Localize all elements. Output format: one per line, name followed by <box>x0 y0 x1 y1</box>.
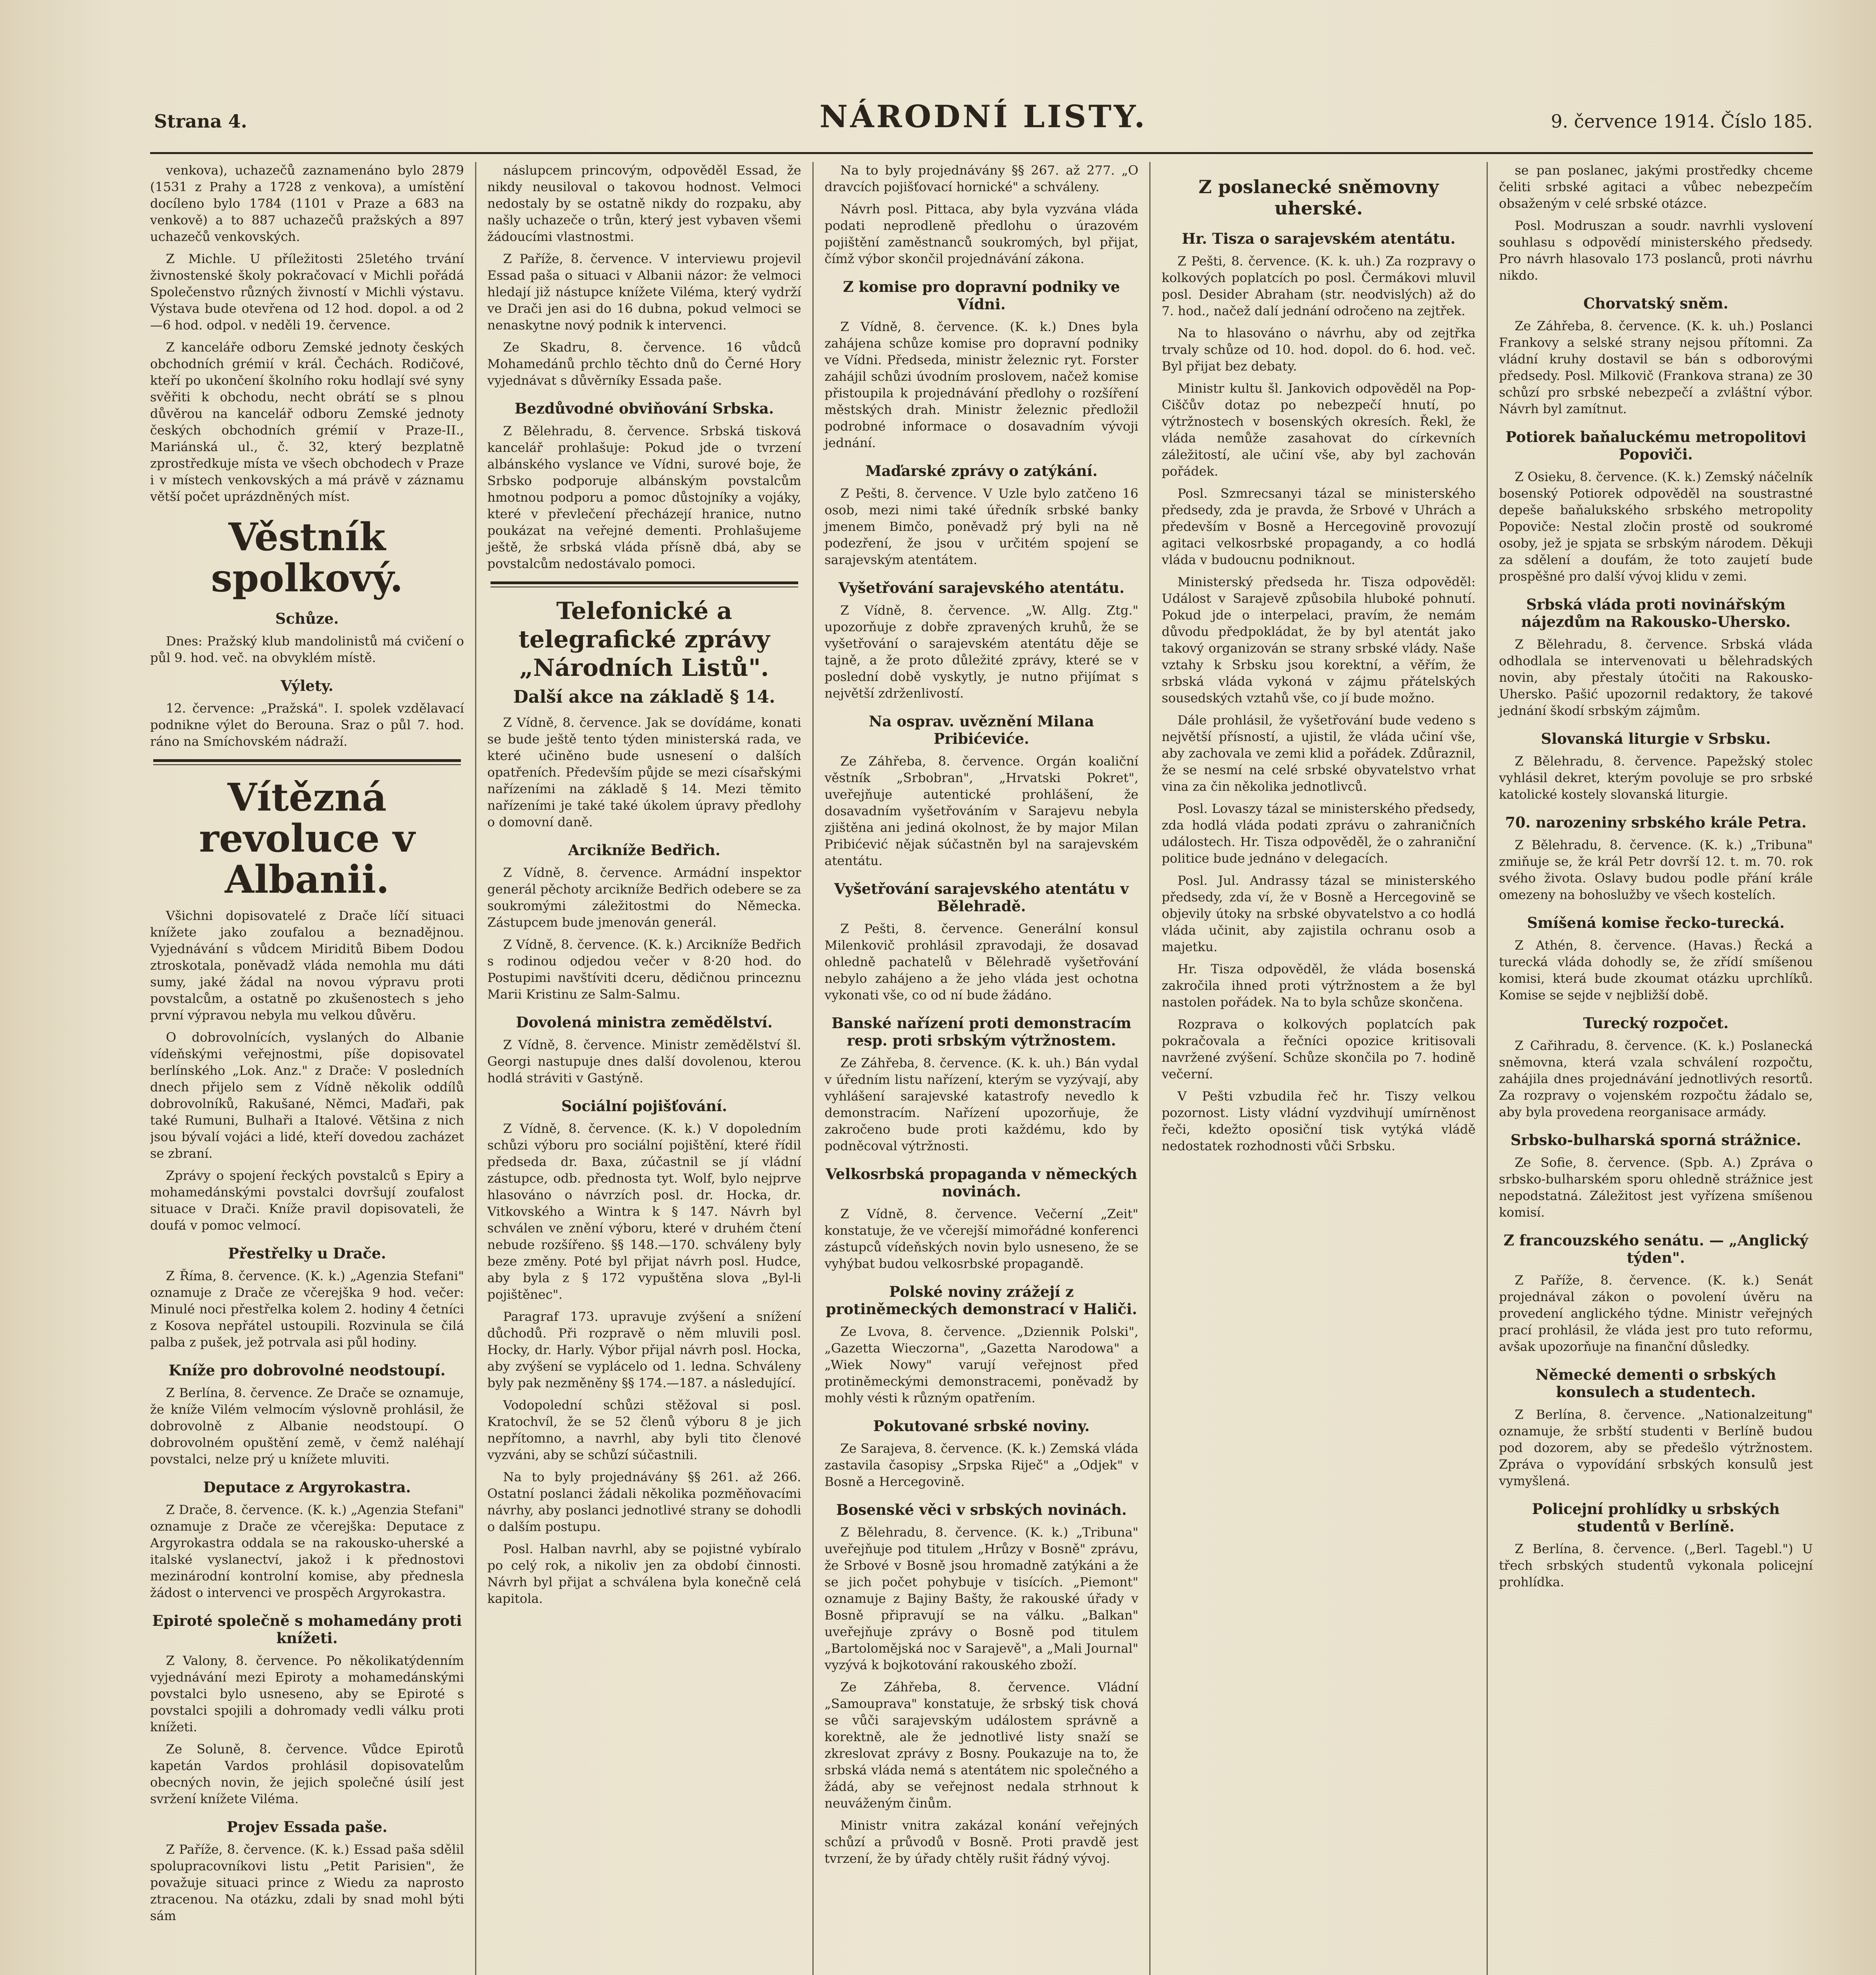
subheading: Banské nařízení proti demonstracím resp. proti srbským výtržnostem. <box>831 1014 1132 1049</box>
paragraph: 12. července: „Pražská". I. spolek vzdělavací podnikne výlet do Berouna. Sraz o půl 7. hod. ráno na Smíchovském nádraží. <box>150 701 464 749</box>
paragraph: Posl. Jul. Andrassy tázal se ministerského předsedy, zda ví, že v Bosně a Hercegovině se objevily útoky na srbské obyvatelstvo a co hodlá vláda učinit, aby zajistila ochranu osob a majetku. <box>1162 873 1476 954</box>
paragraph: Rozprava o kolkových poplatcích pak pokračovala a řečníci opozice kritisovali navržené zvýšení. Schůze skončila po 7. hodině večerní. <box>1162 1017 1476 1082</box>
paragraph: Z Bělehradu, 8. července. Srbská vláda odhodlala se intervenovati u bělehradských novin, aby přestaly útočiti na Rakousko-Uhersko. Pašić upozornil redaktory, že takové jednání škodí srbským zájmům. <box>1499 637 1813 718</box>
subheading: Vyšetřování sarajevského atentátu v Bělehradě. <box>834 880 1129 915</box>
paragraph: Z Berlína, 8. července. „Nationalzeitung" oznamuje, že srbští studenti v Berlíně budou pod dozorem, aby se předešlo výtržnostem. Zpráva o vypovídání srbských konsulů jest vymyšlená. <box>1499 1407 1813 1488</box>
columns <box>150 162 1813 1975</box>
paragraph: Z Pešti, 8. července. V Uzle bylo zatčeno 16 osob, mezi nimi také úředník srbské banky jmenem Bimčo, poněvadž prý byli na ně podezření, že jsou v určitém spojení se sarajevským atentátem. <box>824 486 1139 567</box>
subheading: Epiroté společně s mohamedány proti knížeti. <box>152 1612 462 1647</box>
paragraph: Z Osieku, 8. července. (K. k.) Zemský náčelník bosenský Potiorek odpověděl na soustrastné depeše baňalukského srbského metropolity Popoviče: Nestal zločin prostě od soukromé osoby, jež je spjata se srbským národem. Děkuji za sdělení a doufám, že toto zaujetí bude prospěšné pro další vývoj klidu v zemi. <box>1499 469 1813 584</box>
paragraph: Z Vídně, 8. července. Armádní inspektor generál pěchoty arcikníže Bedřich odebere se za soukromými záležitostmi do Německa. Zástupcem bude jmenován generál. <box>487 865 801 930</box>
paragraph: Z Pešti, 8. července. Generální konsul Milenkovič prohlásil zpravodaji, že dosavad ohledně pachatelů v Bělehradě vyšetřování nebylo zahájeno a že jeho vláda jest ochotna vykonati vše, co od ní bude žádáno. <box>824 921 1139 1003</box>
paragraph: Z Vídně, 8. července. Ministr zemědělství šl. Georgi nastupuje dnes další dovolenou, kterou hodlá stráviti v Gastýně. <box>487 1037 801 1085</box>
subheading: Schůze. <box>275 610 339 627</box>
paragraph: Ze Záhřeba, 8. července. (K. k. uh.) Poslanci Frankovy a selské strany nejsou přítomni. Za vládní kruhy dostavil se bán s odborovými předsedy. Posl. Milkovič (Frankova strana) ze 30 schůzí pro srbské nebezpečí a zvláštní výbor. Návrh byl zamítnut. <box>1499 318 1813 416</box>
subheading: Německé dementi o srbských konsulech a studentech. <box>1536 1366 1776 1401</box>
subheading: Polské noviny zrážejí z protiněmeckých demonstrací v Haliči. <box>825 1283 1137 1318</box>
subheading: Vyšetřování sarajevského atentátu. <box>838 579 1125 596</box>
paragraph: Z Bělehradu, 8. července. Papežský stolec vyhlásil dekret, kterým povoluje se pro srbské katolické kostely slovanská liturgie. <box>1499 754 1813 802</box>
paragraph: Ze Skadru, 8. července. 16 vůdců Mohamedánů prchlo těchto dnů do Černé Hory vyjednávat s důvěrníky Essada paše. <box>487 340 801 388</box>
paragraph: Z Berlína, 8. července. („Berl. Tagebl.") U třech srbských studentů vykonala policejní prohlídka. <box>1499 1541 1813 1589</box>
subheading: Srbská vláda proti novinářským nájezdům na Rakousko-Uhersko. <box>1521 596 1791 630</box>
section-heading-revoluce: Vítězná revoluce v Albanii. <box>199 775 415 902</box>
paragraph: Posl. Halban navrhl, aby se pojistné vybíralo po celý rok, a nikoliv jen za období činnosti. Návrh byl přijat a schválena byla konečně celá kapitola. <box>487 1541 801 1606</box>
subheading: Hr. Tisza o sarajevském atentátu. <box>1182 230 1456 247</box>
paragraph: Na to byly projednávány §§ 267. až 277. „O dravcích pojišťovací hornické" a schváleny. <box>824 163 1139 194</box>
paragraph: Z Valony, 8. července. Po několikatýdenním vyjednávání mezi Epiroty a mohamedánskými povstalci bylo usneseno, aby se Epiroté s povstalci spojili a dohromady vedli válku proti knížeti. <box>150 1653 464 1734</box>
paragraph: Ministerský předseda hr. Tisza odpověděl: Událost v Sarajevě způsobila hluboké pohnutí. Pokud jde o interpelaci, pravím, že nemám důvodu předpokládat, že by byl atentát jako takový organizován se strany srbské vlády. Naše vztahy k Srbsku jsou korektní, a věřím, že srbská vláda vykoná v zájmu přátelských sousedských vztahů vše, co jí bude možno. <box>1162 574 1476 705</box>
paragraph: Na to byly projednávány §§ 261. až 266. Ostatní poslanci žádali několika pozměňovacími návrhy, aby poslanci jednotlivé strany se dohodli o dalším postupu. <box>487 1469 801 1534</box>
paragraph: Z Vídně, 8. července. (K. k.) Dnes byla zahájena schůze komise pro dopravní podniky ve Vídni. Předseda, ministr železnic ryt. Forster zahájil schůzi úvodním proslovem, načež komise přistoupila k projednávání předlohy o rozšíření městských drah. Ministr železnic předložil podrobné informace o dosavadním vývoji jednání. <box>824 319 1139 450</box>
subheading: Na osprav. uvěznění Milana Pribićeviće. <box>868 713 1094 747</box>
subheading: Turecký rozpočet. <box>1583 1014 1729 1032</box>
paragraph: Ze Záhřeba, 8. července. (K. k. uh.) Bán vydal v úředním listu nařízení, kterým se vyzývají, aby vyhlášení sarajevské katastrofy nevedlo k demonstracím. Nařízení upozorňuje, že zakročeno bude proti každému, kdo by podněcoval výtržnosti. <box>824 1055 1139 1153</box>
subheading: Srbsko-bulharská sporná strážnice. <box>1510 1131 1801 1149</box>
telegraph-section-title: Telefonické a telegrafické zprávy „Národních Listů". <box>519 597 770 682</box>
header-rule <box>150 152 1813 154</box>
paragraph: Z Cařihradu, 8. července. (K. k.) Poslanecká sněmovna, která vzala schválení rozpočtu, zahájila dnes projednávání jednotlivých resortů. Za rozpravy o vojenském rozpočtu žádalo se, aby byla provedena reorganisace armády. <box>1499 1038 1813 1119</box>
subheading: Pokutované srbské noviny. <box>873 1417 1090 1435</box>
subheading: Sociální pojišťování. <box>561 1097 727 1115</box>
paragraph: Z Vídně, 8. července. Jak se dovídáme, konati se bude ještě tento týden ministerská rada, ve které učiněno bude usnesení o dalších opatřeních. Především půjde se mezi císařskými nařízeními na základě § 14. Mezi těmito nařízeními je také také úkolem úpravy předlohy o domovní daně. <box>487 715 801 830</box>
issue-date: 9. července 1914. Číslo 185. <box>1551 111 1813 132</box>
paragraph: Hr. Tisza odpověděl, že vláda bosenská zakročila ihned proti výtržnostem a že byl nastolen pořádek. Na to byla schůze skončena. <box>1162 961 1476 1010</box>
paragraph: Z Vídně, 8. července. Večerní „Zeit" konstatuje, že ve včerejší mimořádné konferenci zástupců vídeňských novin bylo usneseno, že se vyhýbat budou velkosrbské propagandě. <box>824 1206 1139 1271</box>
subheading: Deputace z Argyrokastra. <box>203 1478 411 1496</box>
paragraph: Na to hlasováno o návrhu, aby od zejtřka trvaly schůze od 10. hod. dopol. do 6. hod. več. Byl přijat bez debaty. <box>1162 325 1476 374</box>
paragraph: Ministr vnitra zakázal konání veřejných schůzí a průvodů v Bosně. Proti pravdě jest tvrzení, že by úřady chtěly rušit řádný vývoj. <box>824 1818 1139 1866</box>
paragraph: Zprávy o spojení řeckých povstalců s Epiry a mohamedánskými povstalci dovršují zoufalost situace v Drači. Kníže pravil dopisovateli, že doufá v pomoc velmocí. <box>150 1168 464 1233</box>
paragraph: V Pešti vzbudila řeč hr. Tiszy velkou pozornost. Listy vládní vyzdvihují umírněnost řeči, kdežto oposiční tisk vytýká vládě nedostatek rozhodnosti vůči Srbsku. <box>1162 1089 1476 1153</box>
paragraph: Posl. Lovaszy tázal se ministerského předsedy, zda hodlá vláda podati zprávu o zahraničních událostech. Hr. Tisza odpověděl, že o zahraniční politice bude jednáno v delegacích. <box>1162 801 1476 866</box>
section-heading-vestnik: Věstník spolkový. <box>211 515 403 600</box>
paragraph: Vodopolední schůzi stěžoval si posl. Kratochvíl, že se 52 členů výboru 8 je jich nepřítomno, a navrhl, aby byli tito členové vyzváni, aby se schůzí súčastnili. <box>487 1398 801 1462</box>
column-5 <box>1487 162 1813 1975</box>
subheading: Maďarské zprávy o zatýkání. <box>865 462 1098 480</box>
subheading: Chorvatský sněm. <box>1583 295 1729 312</box>
paragraph: Z Vídně, 8. července. (K. k.) Arcikníže Bedřich s rodinou odjedou večer v 8·20 hod. do Postupimi navštíviti dceru, dědičnou princeznu Marii Kristinu ze Salm-Salmu. <box>487 937 801 1002</box>
subheading: Potiorek baňaluckému metropolitovi Popoviči. <box>1506 428 1806 463</box>
paragraph: náslupcem princovým, odpověděl Essad, že nikdy neusiloval o takovou hodnost. Velmoci nedostaly by se ostatně nikdy do rozpaku, aby našly uchazeče o trůn, který jest vybaven všemi žádoucími vlastnostmi. <box>487 163 801 244</box>
subheading: Policejní prohlídky u srbských studentů v Berlíně. <box>1532 1500 1780 1535</box>
column-2 <box>475 162 812 1975</box>
paragraph: Ze Sarajeva, 8. července. (K. k.) Zemská vláda zastavila časopisy „Srpska Riječ" a „Odjek" v Bosně a Hercegovině. <box>824 1441 1139 1489</box>
paragraph: Paragraf 173. upravuje zvýšení a snížení důchodů. Při rozpravě o něm mluvili posl. Hocky, dr. Harly. Výbor přijal návrh posl. Hocka, aby zvýšení se vyplácelo od 1. ledna. Schváleny byly pak nezměněny §§ 174.—187. a následující. <box>487 1309 801 1390</box>
paragraph: Z Pešti, 8. července. (K. k. uh.) Za rozpravy o kolkových poplatcích po posl. Čermákovi mluvil posl. Desider Abraham (str. neodvislých) až do 7. hod., načež dalí jednání odročeno na zejtřek. <box>1162 254 1476 318</box>
paragraph: Ze Záhřeba, 8. července. Orgán koaliční věstník „Srbobran", „Hrvatski Pokret", uveřejňuje autentické prohlášení, že dosavadním vyšetřováním v Sarajevu nebyla zjištěna ani jediná okolnost, že by major Milan Pribićević nějak súčastněn byl na sarajevském atentátu. <box>824 754 1139 868</box>
paragraph: Z kanceláře odboru Zemské jednoty českých obchodních grémií v král. Čechách. Rodičové, kteří po ukončení školního roku hodlají své syny svěřiti k obchodu, necht obrátí se s plnou důvěrou na kancelář odboru Zemské jednoty českých obchodních grémií v Praze-II., Mariánská ul., č. 32, který bezplatně zprostředkuje místa ve všech obchodech v Praze i v místech venkovských a má právě v záznamu větší počet uprázdněných míst. <box>150 340 464 504</box>
subheading: Z komise pro dopravní podniky ve Vídni. <box>843 278 1120 313</box>
subheading: 70. narozeniny srbského krále Petra. <box>1505 814 1807 831</box>
paragraph: Ze Záhřeba, 8. července. Vládní „Samouprava" konstatuje, že srbský tisk chová se vůči sarajevským událostem správně a korektně, ale že jednotlivé listy snaží se zkreslovat zprávy z Bosny. Poukazuje na to, že srbská vláda nemá s atentátem nic společného a žádá, aby se veřejnost nedala strhnout k neuváženým činům. <box>824 1680 1139 1811</box>
subheading: Smíšená komise řecko-turecká. <box>1527 914 1785 931</box>
paragraph: Z Drače, 8. července. (K. k.) „Agenzia Stefani" oznamuje z Drače ze včerejška: Deputace z Argyrokastra oddala se na rakousko-uherské a italské vyslanectví, jakož i k přednostovi mezinárodní kontrolní komise, aby přednesla žádost o intervenci ve prospěch Argyrokastra. <box>150 1502 464 1600</box>
paragraph: Z Berlína, 8. července. Ze Drače se oznamuje, že kníže Vilém velmocím výslovně prohlásil, že dobrovolně z Albanie neodstoupí. O dobrovolném opuštění země, v čemž naléhají povstalci, nelze prý u knížete mluviti. <box>150 1385 464 1467</box>
telegraph-section-subtitle: Další akce na základě § 14. <box>513 687 775 707</box>
page-header <box>154 99 1813 150</box>
section-heading-snemovna: Z poslanecké sněmovny uherské. <box>1198 176 1439 219</box>
subheading: Projev Essada paše. <box>226 1818 387 1836</box>
subheading: Z francouzského senátu. — „Anglický týden". <box>1503 1232 1808 1266</box>
subheading: Dovolená ministra zemědělství. <box>516 1014 773 1031</box>
paragraph: Posl. Modruszan a soudr. navrhli vyslovení souhlasu s odpovědí ministerského předsedy. Pro návrh hlasovalo 173 poslanců, proti návrhu nikdo. <box>1499 218 1813 283</box>
paragraph: Dnes: Pražský klub mandolinistů má cvičení o půl 9. hod. več. na obvyklém místě. <box>150 634 464 665</box>
subheading: Arcikníže Bedřich. <box>568 841 720 859</box>
subheading: Velkosrbská propaganda v německých novinách. <box>825 1165 1137 1200</box>
paragraph: O dobrovolnících, vyslaných do Albanie vídeňskými veřejnostmi, píše dopisovatel berlínského „Lok. Anz." z Drače: V posledních dnech přijelo sem z Vídně několik oddílů dobrovolníků, Rakušané, Němci, Maďaři, pak také Rumuni, Bulhaři a Italové. Většina z nich jsou bývalí vojáci a lidé, kteří dovedou zacházet se zbraní. <box>150 1030 464 1161</box>
paragraph: Z Paříže, 8. července. V interviewu projevil Essad paša o situaci v Albanii názor: že velmoci hledají již nástupce knížete Viléma, který vydrží ve Drači jen asi do 16 dubna, pokud velmoci se nenaskytne nový podnik k intervenci. <box>487 251 801 333</box>
paragraph: Ministr kultu šl. Jankovich odpověděl na Pop-Ciščův dotaz po nebezpečí hnutí, po výtržnostech v bosenských okresích. Řekl, že vláda nemůže zasahovat do církevních záležitostí, ale učiní vše, aby byl zachován pořádek. <box>1162 381 1476 479</box>
subheading: Přestřelky u Drače. <box>228 1245 386 1262</box>
subheading: Slovanská liturgie v Srbsku. <box>1541 730 1771 747</box>
paragraph: Z Bělehradu, 8. července. (K. k.) „Tribuna" uveřejňuje pod titulem „Hrůzy v Bosně" zprávu, že Srbové v Bosně jsou hromadně zatýkáni a že se jich počet pohybuje v tisících. „Piemont" oznamuje z Bajiny Bašty, že rakouské úřady v Bosně připravují se na válku. „Balkan" uveřejňuje zprávy o Bosně pod titulem „Bartolomějská noc v Sarajevě", a „Mali Journal" vyzývá k bojkotování rakouského zboží. <box>824 1525 1139 1672</box>
paragraph: venkova), uchazečů zaznamenáno bylo 2879 (1531 z Prahy a 1728 z venkova), a umístění docíleno bylo 1784 (1101 v Praze a 683 na venkově) a to 887 uchazečů pražských a 897 uchazečů venkovských. <box>150 163 464 244</box>
paragraph: Z Vídně, 8. července. „W. Allg. Ztg." upozorňuje z dobře zpravených kruhů, že se vyšetřování o sarajevském atentátu děje se tajně, a že proto důležité zprávy, které se v poslední době vyskytly, je nutno přijímat s největší zdrženlivostí. <box>824 603 1139 701</box>
paragraph: Ze Soluně, 8. července. Vůdce Epirotů kapetán Vardos prohlásil dopisovatelům obecných novin, že jejich společné úsilí jest svržení knížete Viléma. <box>150 1742 464 1806</box>
subheading: Bezdůvodné obviňování Srbska. <box>515 400 774 417</box>
paragraph: Z Paříže, 8. července. (K. k.) Essad paša sdělil spolupracovníkovi listu „Petit Parisien", že považuje situaci prince z Wiedu za naprosto ztracenou. Na otázku, zdali by snad mohl býti sám <box>150 1842 464 1923</box>
subheading: Bosenské věci v srbských novinách. <box>836 1501 1127 1518</box>
divider <box>153 759 461 765</box>
column-4 <box>1149 162 1487 1975</box>
paragraph: Z Říma, 8. července. (K. k.) „Agenzia Stefani" oznamuje z Drače ze včerejška 9 hod. večer: Minulé noci přestřelka kolem 2. hodiny 4 četníci z Kosova nepřátel ustoupili. Rozvinula se čilá palba z pušek, jež potrvala asi půl hodiny. <box>150 1268 464 1350</box>
subheading: Kníže pro dobrovolné neodstoupí. <box>168 1362 446 1379</box>
paragraph: Posl. Szmrecsanyi tázal se ministerského předsedy, zda je pravda, že Srbové v Uhrách a především v Bosně a Hercegovině provozují agitaci velkosrbské propagandy, a co hodlá vláda v budoucnu podniknout. <box>1162 486 1476 567</box>
paragraph: Všichni dopisovatelé z Drače líčí situaci knížete jako zoufalou a beznadějnou. Vyjednávání s vůdcem Miriditů Bibem Dodou ztroskotala, poněvadž vláda nemohla mu dáti sumy, jaké žádal na novou výpravu proti povstalcům, a ostatně po zkušenostech s jeho první výpravou nebyla mu velkou důvěru. <box>150 908 464 1023</box>
paragraph: Z Vídně, 8. července. (K. k.) V dopoledním schůzi výboru pro sociální pojištění, které řídil předseda dr. Baxa, zúčastnil se jí vládní zástupce, odb. přednosta tyt. Wolf, bylo nejprve hlasováno o návrzích posl. dr. Hocka, dr. Vitkovského a Wintra k § 147. Návrh byl schválen ve znění výboru, které v druhém čtení nebude rozšířeno. §§ 148.—170. schváleny byly beze změny. Poté byl přijat návrh posl. Hudce, aby byla z § 172 vypuštěna slova „Byl-li pojištěnec". <box>487 1121 801 1302</box>
paragraph: Ze Sofie, 8. července. (Spb. A.) Zpráva o srbsko-bulharském sporu ohledně strážnice jest nepodstatná. Záležitost jest vyřízena smíšenou komisí. <box>1499 1155 1813 1220</box>
paragraph: Z Paříže, 8. července. (K. k.) Senát projednával zákon o povolení úvěru na provedení anglického týdne. Ministr veřejných prací prohlásil, že vláda jest pro tuto reformu, avšak upozorňuje na finanční důsledky. <box>1499 1273 1813 1354</box>
column-3 <box>812 162 1150 1975</box>
divider <box>491 581 798 587</box>
column-1 <box>150 162 475 1975</box>
paragraph: Ze Lvova, 8. července. „Dziennik Polski", „Gazetta Wieczorna", „Gazetta Narodowa" a „Wiek Nowy" varují veřejnost před protiněmeckými demonstracemi, poněvadž by mohly vésti k různým opatřením. <box>824 1324 1139 1405</box>
paragraph: Z Michle. U příležitosti 25letého trvání živnostenské školy pokračovací v Michli pořádá Společenstvo různých živností v Michli výstavu. Výstava bude otevřena od 12 hod. dopol. a od 2—6 hod. odpol. v neděli 19. července. <box>150 251 464 333</box>
paragraph: Dále prohlásil, že vyšetřování bude vedeno s největší přísností, a ujistil, že vláda učiní vše, aby zachovala ve zemi klid a pořádek. Zdůraznil, že se nesmí na celé srbské obyvatelstvo vrhat vina za čin několika jednotlivců. <box>1162 713 1476 794</box>
paragraph: Z Bělehradu, 8. července. Srbská tisková kancelář prohlašuje: Pokud jde o tvrzení albánského vyslance ve Vídni, surové boje, že Srbsko podporuje albánským povstalcům hmotnou podporu a pomoc důstojníky a vojáky, které v převlečení přecházejí hranice, nutno poukázat na veřejné dementi. Prohlašujeme ještě, že srbská vláda přísně dbá, aby se povstalcům nedostávalo pomoci. <box>487 423 801 571</box>
paragraph: Z Bělehradu, 8. července. (K. k.) „Tribuna" zmiňuje se, že král Petr dovrší 12. t. m. 70. rok svého života. Oslavy budou podle přání krále omezeny na bohoslužby ve všech kostelích. <box>1499 837 1813 902</box>
paragraph: se pan poslanec, jakými prostředky chceme čeliti srbské agitaci a vůbec nebezpečím obsaženým v celé srbské otázce. <box>1499 163 1813 211</box>
masthead-title: NÁRODNÍ LISTY. <box>820 99 1147 135</box>
page-number: Strana 4. <box>154 111 247 132</box>
subheading: Výlety. <box>280 677 334 694</box>
paragraph: Návrh posl. Pittaca, aby byla vyzvána vláda podati neprodleně předlohu o úrazovém pojištění zaměstnanců soukromých, byl přijat, čímž výbor skončil projednávání zákona. <box>824 201 1139 266</box>
paragraph: Z Athén, 8. července. (Havas.) Řecká a turecká vláda dohodly se, že zřídí smíšenou komisi, která bude zkoumat otázku uprchlíků. Komise se sejde v nejbližší době. <box>1499 938 1813 1003</box>
